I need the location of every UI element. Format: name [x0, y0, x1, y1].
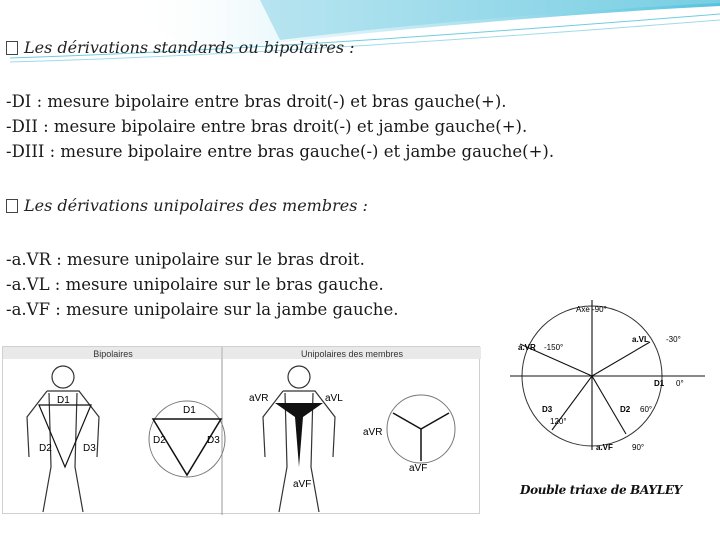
d1-label: D1	[654, 379, 665, 388]
axis-top-label: Axe -90°	[576, 305, 607, 314]
section2-lines	[6, 247, 398, 322]
line-avl: -a.VL : mesure unipolaire sur le bras gauche.	[6, 275, 384, 294]
line-avf: -a.VF : mesure unipolaire sur la jambe gauche.	[6, 300, 399, 319]
section1-lines	[6, 89, 554, 164]
label-d1-body: D1	[57, 395, 70, 406]
line-di: -DI : mesure bipolaire entre bras droit(-) et bras gauche(+).	[6, 92, 507, 111]
d1-angle: 0°	[676, 379, 684, 388]
section2-heading	[6, 196, 368, 215]
label-d3-body: D3	[83, 443, 96, 454]
label-avl-body: aVL	[325, 393, 343, 404]
hexaxial-figure	[500, 300, 715, 460]
label-d2-body: D2	[39, 443, 52, 454]
body-bipolar	[27, 366, 99, 512]
d3-angle: 120°	[550, 417, 567, 426]
avr-label: a.VR	[518, 343, 536, 352]
d2-label: D2	[620, 405, 631, 414]
avf-label: a.VF	[596, 443, 613, 452]
section1-title: Les dérivations standards ou bipolaires :	[24, 38, 355, 57]
label-d3-triangle: D3	[207, 435, 220, 446]
label-avf-star: aVF	[409, 463, 428, 474]
label-avr-body: aVR	[249, 393, 269, 404]
header-bipolaires: Bipolaires	[93, 349, 133, 359]
label-avf-body: aVF	[293, 479, 312, 490]
avl-label: a.VL	[632, 335, 649, 344]
figure-caption: Double triaxe de BAYLEY	[520, 483, 682, 497]
avr-angle: -150°	[544, 343, 564, 352]
avl-angle: -30°	[666, 335, 681, 344]
leads-figure-svg	[3, 347, 481, 515]
header-unipolaires: Unipolaires des membres	[300, 349, 404, 359]
avf-angle: 90°	[632, 443, 645, 452]
section1-heading	[6, 38, 355, 57]
bullet-icon	[6, 199, 18, 213]
line-avr: -a.VR : mesure unipolaire sur le bras droit.	[6, 250, 365, 269]
section2-title: Les dérivations unipolaires des membres :	[24, 196, 368, 215]
line-diii: -DIII : mesure bipolaire entre bras gauche(-) et jambe gauche(+).	[6, 142, 555, 161]
d3-label: D3	[542, 405, 553, 414]
line-dii: -DII : mesure bipolaire entre bras droit(-) et jambe gauche(+).	[6, 117, 528, 136]
bullet-icon	[6, 41, 18, 55]
header-decoration	[0, 0, 720, 70]
label-avr-star: aVR	[363, 427, 383, 438]
leads-figure	[2, 346, 480, 514]
label-d1-triangle: D1	[183, 405, 196, 416]
label-d2-triangle: D2	[153, 435, 166, 446]
d2-angle: 60°	[640, 405, 653, 414]
